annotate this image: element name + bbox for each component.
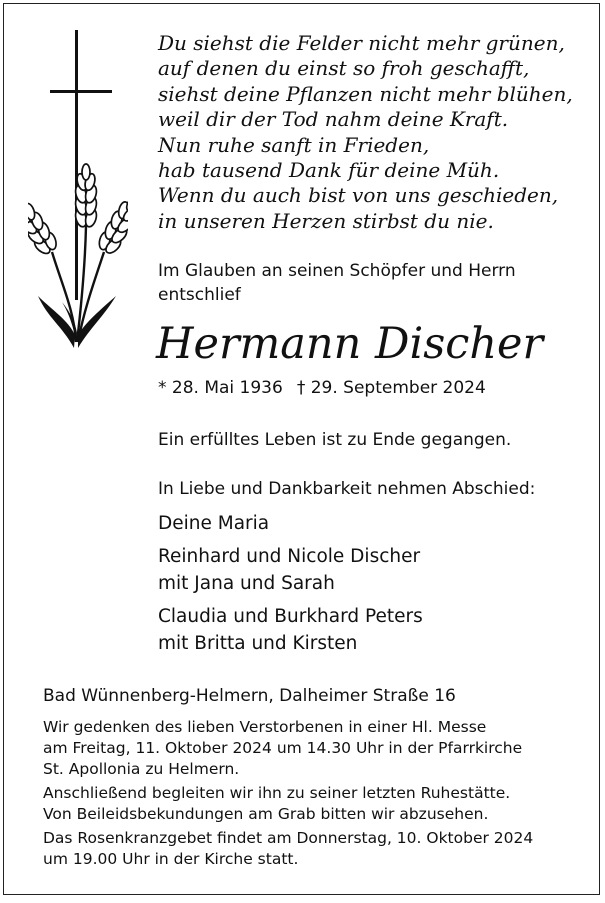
mass-notice: [43, 717, 593, 780]
mourner-name: Claudia und Burkhard Peters: [158, 603, 423, 630]
faith-statement-line: entschlief: [158, 283, 588, 307]
cross-with-wheat-icon: [28, 30, 128, 360]
memorial-poem: [158, 31, 588, 234]
mourner-name: Deine Maria: [158, 510, 423, 537]
poem-line: Du siehst die Felder nicht mehr grünen,: [158, 31, 588, 56]
mourner-name: mit Jana und Sarah: [158, 570, 423, 597]
notice-line: Das Rosenkranzgebet findet am Donnerstag, 10. Oktober 2024: [43, 828, 593, 849]
notice-line: Anschließend begleiten wir ihn zu seiner letzten Ruhestätte.: [43, 783, 593, 804]
life-statement: Ein erfülltes Leben ist zu Ende gegangen.: [158, 428, 511, 452]
notice-line: St. Apollonia zu Helmern.: [43, 759, 593, 780]
poem-line: auf denen du einst so froh geschafft,: [158, 56, 588, 81]
life-dates: [158, 376, 486, 400]
obituary-card: [3, 3, 600, 895]
mourner-name: Reinhard und Nicole Discher: [158, 543, 423, 570]
mourner-name: mit Britta und Kirsten: [158, 630, 423, 657]
mourners-list: [158, 510, 423, 663]
notice-line: um 19.00 Uhr in der Kirche statt.: [43, 849, 593, 870]
mourner-group: [158, 603, 423, 657]
rosary-notice: [43, 828, 593, 870]
poem-line: in unseren Herzen stirbst du nie.: [158, 209, 588, 234]
birth-date: * 28. Mai 1936: [158, 378, 283, 398]
poem-line: siehst deine Pflanzen nicht mehr blühen,: [158, 82, 588, 107]
notice-line: Wir gedenken des lieben Verstorbenen in einer Hl. Messe: [43, 717, 593, 738]
notice-line: am Freitag, 11. Oktober 2024 um 14.30 Uhr in der Pfarrkirche: [43, 738, 593, 759]
mourner-group: [158, 510, 423, 537]
family-address: Bad Wünnenberg-Helmern, Dalheimer Straße 16: [43, 684, 456, 708]
death-date: † 29. September 2024: [297, 378, 486, 398]
poem-line: Wenn du auch bist von uns geschieden,: [158, 183, 588, 208]
burial-notice: [43, 783, 593, 825]
poem-line: hab tausend Dank für deine Müh.: [158, 158, 588, 183]
poem-line: weil dir der Tod nahm deine Kraft.: [158, 107, 588, 132]
faith-statement-line: Im Glauben an seinen Schöpfer und Herrn: [158, 259, 588, 283]
farewell-intro: In Liebe und Dankbarkeit nehmen Abschied:: [158, 477, 535, 501]
faith-statement: [158, 259, 588, 307]
mourner-group: [158, 543, 423, 597]
deceased-name: Hermann Discher: [156, 316, 543, 372]
service-notices: [43, 717, 593, 873]
notice-line: Von Beileidsbekundungen am Grab bitten wir abzusehen.: [43, 804, 593, 825]
poem-line: Nun ruhe sanft in Frieden,: [158, 133, 588, 158]
